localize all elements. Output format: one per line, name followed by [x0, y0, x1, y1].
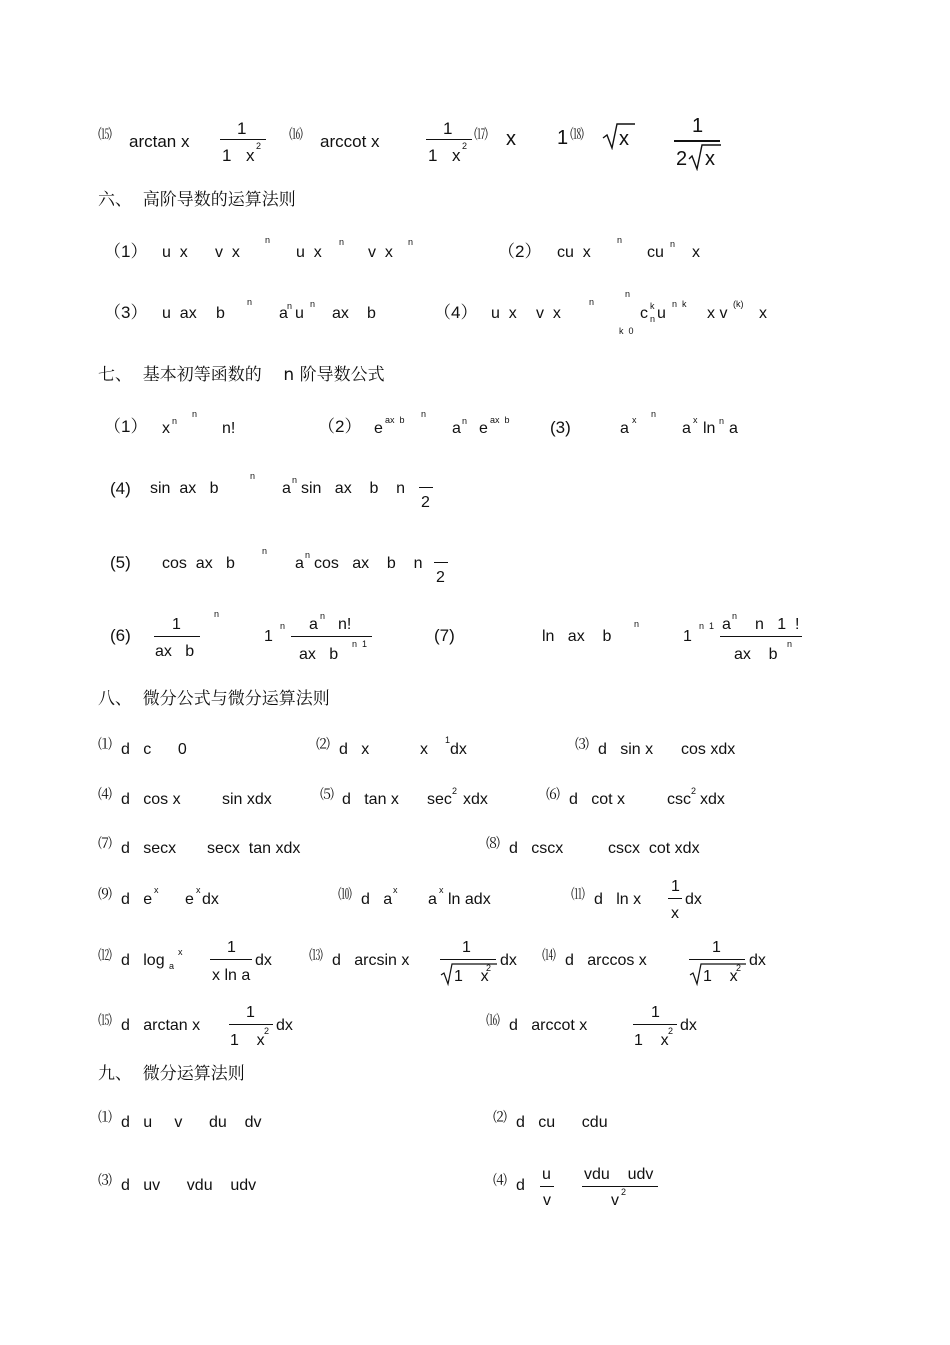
formula-text: u x	[162, 244, 188, 261]
formula-text: u x	[491, 305, 517, 322]
superscript: n	[292, 475, 298, 485]
superscript: x	[178, 947, 183, 957]
item-number: ⑹	[546, 787, 560, 803]
item-number: ⑽	[338, 887, 352, 903]
formula-text: d e	[121, 891, 153, 908]
superscript: x	[632, 415, 637, 425]
fraction-denominator: ax b	[155, 643, 195, 660]
fraction-denominator: x	[452, 146, 461, 165]
formula-text: x	[506, 128, 516, 150]
item-label: (7)	[434, 626, 455, 645]
item-label: (4)	[110, 479, 131, 498]
superscript: n	[634, 619, 640, 629]
fraction-bar	[674, 140, 720, 142]
superscript: ax b	[385, 415, 405, 425]
item-number: ⒅	[570, 127, 584, 143]
fraction-numerator: 1	[462, 939, 471, 956]
fraction-bar	[582, 1186, 658, 1187]
formula-text: sec	[427, 791, 452, 808]
formula-text: v x	[215, 244, 240, 261]
superscript: n	[262, 546, 268, 556]
fraction-denominator: 1 x	[703, 968, 738, 985]
fraction-bar	[426, 139, 472, 140]
fraction-bar	[229, 1024, 273, 1025]
superscript: n	[280, 621, 286, 631]
superscript: x	[693, 415, 698, 425]
fraction-numerator: a	[722, 616, 731, 633]
formula-text: d uv vdu udv	[121, 1177, 257, 1194]
formula-text: d sin x	[598, 741, 654, 758]
superscript: 2	[256, 141, 262, 151]
superscript: n	[172, 416, 178, 426]
fraction-denominator: 1 x	[634, 1032, 669, 1049]
formula-text: dx	[500, 952, 517, 969]
fraction-numerator: 1	[651, 1004, 660, 1021]
superscript: n	[462, 416, 468, 426]
fraction-numerator: 1	[671, 878, 680, 895]
item-number: ⑴	[98, 1110, 112, 1126]
superscript: n	[265, 235, 271, 245]
fraction-bar	[540, 1186, 554, 1187]
formula-text: d ln x	[594, 891, 642, 908]
superscript: 2	[452, 786, 458, 796]
fraction-denominator: ax b	[734, 646, 778, 663]
formula-text: 1	[683, 628, 692, 645]
formula-text: d cscx	[509, 840, 564, 857]
fraction-denominator: v	[611, 1192, 619, 1209]
formula-text: dx	[450, 741, 467, 758]
item-number: ⑷	[493, 1173, 507, 1189]
superscript: n	[732, 611, 738, 621]
formula-text: d secx	[121, 840, 177, 857]
formula-text: d a	[361, 891, 393, 908]
superscript: n	[320, 611, 326, 621]
item-label: (3)	[550, 418, 571, 437]
fraction-bar	[220, 139, 266, 140]
sum-upper: n	[625, 289, 631, 299]
formula-text: cos ax b n	[314, 555, 423, 572]
formula-text: d arctan x	[121, 1017, 201, 1034]
formula-text: a	[682, 420, 691, 437]
fraction-bar	[689, 959, 745, 960]
formula-text: sin ax b	[150, 480, 219, 497]
item-number: ⒃	[289, 127, 303, 143]
section-heading: 七、 基本初等函数的 n 阶导数公式	[98, 365, 385, 385]
fraction-denominator: x ln a	[212, 967, 251, 984]
formula-text: x v	[707, 305, 728, 322]
superscript: 2	[264, 1026, 270, 1036]
superscript: n	[617, 235, 623, 245]
item-label: （2）	[318, 417, 362, 436]
fraction-bar	[633, 1024, 677, 1025]
item-number: ⒄	[474, 127, 488, 143]
item-label: (6)	[110, 626, 131, 645]
formula-text: b	[216, 305, 225, 322]
formula-text: sin ax b n	[301, 480, 406, 497]
superscript: n	[192, 409, 198, 419]
formula-text: a	[279, 305, 288, 322]
superscript: n	[247, 297, 253, 307]
item-number: ⑾	[571, 887, 585, 903]
fraction-numerator: vdu udv	[584, 1166, 654, 1183]
formula-text: arctan x	[129, 132, 190, 151]
fraction-numerator: n 1 !	[755, 616, 800, 633]
item-number: ⑻	[486, 836, 500, 852]
superscript: n 1	[352, 639, 368, 649]
fraction-bar	[419, 487, 433, 488]
fraction-denominator: x	[246, 146, 255, 165]
section-heading: 九、 微分运算法则	[98, 1064, 245, 1084]
formula-text: xdx	[700, 791, 725, 808]
formula-text: dx	[202, 891, 219, 908]
item-label: (5)	[110, 553, 131, 572]
superscript: 2	[462, 141, 468, 151]
superscript: n	[305, 550, 311, 560]
item-label: （2）	[498, 242, 542, 261]
fraction-denominator: v	[543, 1192, 551, 1209]
formula-text: d c 0	[121, 741, 187, 758]
fraction-denominator: 2	[436, 569, 445, 586]
formula-text: e	[479, 420, 488, 437]
superscript: n	[651, 409, 657, 419]
formula-text: 1	[264, 628, 273, 645]
item-number: ⑷	[98, 787, 112, 803]
formula-text: d arcsin x	[332, 952, 410, 969]
formula-text: cscx cot xdx	[608, 840, 700, 857]
item-label: （4）	[434, 303, 478, 322]
formula-text: e	[374, 420, 383, 437]
formula-text: dx	[685, 891, 702, 908]
formula-text: dx	[255, 952, 272, 969]
fraction-numerator: 1	[237, 119, 247, 138]
formula-text: a	[729, 420, 738, 437]
formula-text: u	[657, 305, 666, 322]
superscript: n	[250, 471, 256, 481]
formula-text: cos ax b	[162, 555, 235, 572]
formula-text: ln ax b	[542, 628, 612, 645]
formula-text: u ax	[162, 305, 197, 322]
subscript: a	[169, 961, 175, 971]
item-number: ⒃	[486, 1013, 500, 1029]
fraction-denominator: ax b	[299, 646, 339, 663]
fraction-numerator: 1	[443, 119, 453, 138]
superscript: n	[287, 301, 293, 311]
fraction-bar	[434, 562, 448, 563]
fraction-denominator: 2	[421, 494, 430, 511]
formula-text: u x	[296, 244, 322, 261]
fraction-denominator: 1	[222, 146, 232, 165]
fraction-bar	[291, 636, 372, 637]
formula-text: d arccot x	[509, 1017, 588, 1034]
superscript: n	[214, 609, 220, 619]
formula-text: e	[185, 891, 194, 908]
item-label: （3）	[104, 303, 148, 322]
formula-text: b	[367, 305, 376, 322]
superscript: n	[339, 237, 345, 247]
fraction-numerator: u	[542, 1166, 551, 1183]
fraction-numerator: 1	[246, 1004, 255, 1021]
superscript: n 1	[699, 621, 715, 631]
formula-text: cu x	[557, 244, 591, 261]
formula-text: d	[516, 1177, 525, 1194]
item-label: （1）	[104, 242, 148, 261]
formula-text: a	[428, 891, 437, 908]
formula-text: c	[640, 305, 648, 322]
formula-text: x	[162, 420, 170, 437]
formula-text: a	[282, 480, 291, 497]
formula-text: ax	[332, 305, 349, 322]
formula-text: v x	[536, 305, 561, 322]
fraction-denominator: 2	[676, 148, 688, 170]
fraction-bar	[210, 959, 252, 960]
item-number: ⑿	[98, 948, 112, 964]
formula-text: a	[295, 555, 304, 572]
item-number: ⑶	[98, 1173, 112, 1189]
formula-text: d arccos x	[565, 952, 647, 969]
item-label: （1）	[104, 417, 148, 436]
item-number: ⒂	[98, 127, 112, 143]
superscript: 2	[736, 963, 742, 973]
formula-text: d cot x	[569, 791, 626, 808]
formula-text: d tan x	[342, 791, 399, 808]
item-number: ⑴	[98, 737, 112, 753]
fraction-numerator: a	[309, 616, 318, 633]
fraction-denominator: x	[705, 148, 715, 170]
fraction-bar	[154, 636, 200, 637]
formula-text: x	[420, 741, 428, 758]
fraction-denominator: 1 x	[454, 968, 489, 985]
formula-text: dx	[749, 952, 766, 969]
item-number: ⑸	[320, 787, 334, 803]
formula-text: 1	[557, 127, 569, 149]
subscript: n	[650, 314, 656, 324]
superscript: 1	[445, 735, 451, 745]
superscript: 2	[691, 786, 697, 796]
fraction-denominator: 1 x	[230, 1032, 265, 1049]
superscript: k	[650, 301, 655, 311]
superscript: n	[589, 297, 595, 307]
formula-text: sin xdx	[222, 791, 272, 808]
fraction-bar	[720, 636, 802, 637]
superscript: 2	[668, 1026, 674, 1036]
fraction-denominator: 1	[428, 146, 438, 165]
superscript: n	[310, 299, 316, 309]
formula-text: cos xdx	[681, 741, 736, 758]
formula-text: x	[692, 244, 700, 261]
formula-text: d cos x	[121, 791, 181, 808]
sum-lower: k 0	[619, 326, 634, 336]
superscript: x	[439, 885, 444, 895]
superscript: 2	[486, 963, 492, 973]
item-number: ⑵	[493, 1110, 507, 1126]
formula-text: a	[452, 420, 461, 437]
formula-text: u	[295, 305, 304, 322]
fraction-numerator: n!	[338, 616, 352, 633]
superscript: x	[393, 885, 398, 895]
superscript: ax b	[490, 415, 510, 425]
fraction-bar	[440, 959, 496, 960]
superscript: n	[421, 409, 427, 419]
formula-text: d cu cdu	[516, 1114, 608, 1131]
formula-text: n!	[222, 420, 236, 437]
superscript: n k	[672, 299, 687, 309]
formula-text: ln adx	[448, 891, 491, 908]
superscript: n	[719, 416, 725, 426]
formula-text: v x	[368, 244, 393, 261]
section-heading: 八、 微分公式与微分运算法则	[98, 689, 330, 709]
formula-text: d log	[121, 952, 165, 969]
fraction-numerator: 1	[712, 939, 721, 956]
formula-text: d u v du dv	[121, 1114, 262, 1131]
formula-text: dx	[276, 1017, 293, 1034]
item-number: ⒁	[542, 948, 556, 964]
item-number: ⑶	[575, 737, 589, 753]
superscript: n	[408, 237, 414, 247]
item-number: ⒀	[309, 948, 323, 964]
item-number: ⑼	[98, 887, 112, 903]
superscript: x	[196, 885, 201, 895]
fraction-bar	[668, 898, 682, 899]
superscript: 2	[621, 1187, 627, 1197]
item-number: ⒂	[98, 1013, 112, 1029]
section-heading: 六、 高阶导数的运算法则	[98, 190, 296, 210]
formula-text: csc	[667, 791, 691, 808]
formula-text: ln	[703, 420, 716, 437]
formula-text: d x	[339, 741, 370, 758]
formula-text: cu	[647, 244, 664, 261]
superscript: (k)	[733, 299, 744, 309]
formula-text: secx tan xdx	[207, 840, 301, 857]
item-number: ⑵	[316, 737, 330, 753]
fraction-numerator: 1	[227, 939, 236, 956]
formula-text: a	[620, 420, 629, 437]
formula-text: x	[759, 305, 767, 322]
fraction-denominator: x	[671, 905, 679, 922]
superscript: n	[787, 639, 793, 649]
fraction-numerator: 1	[172, 616, 181, 633]
formula-text: dx	[680, 1017, 697, 1034]
item-number: ⑺	[98, 836, 112, 852]
fraction-numerator: 1	[692, 115, 704, 137]
formula-text: xdx	[463, 791, 488, 808]
formula-text: x	[619, 128, 629, 150]
formula-text: arccot x	[320, 132, 380, 151]
superscript: x	[154, 885, 159, 895]
superscript: n	[670, 239, 676, 249]
